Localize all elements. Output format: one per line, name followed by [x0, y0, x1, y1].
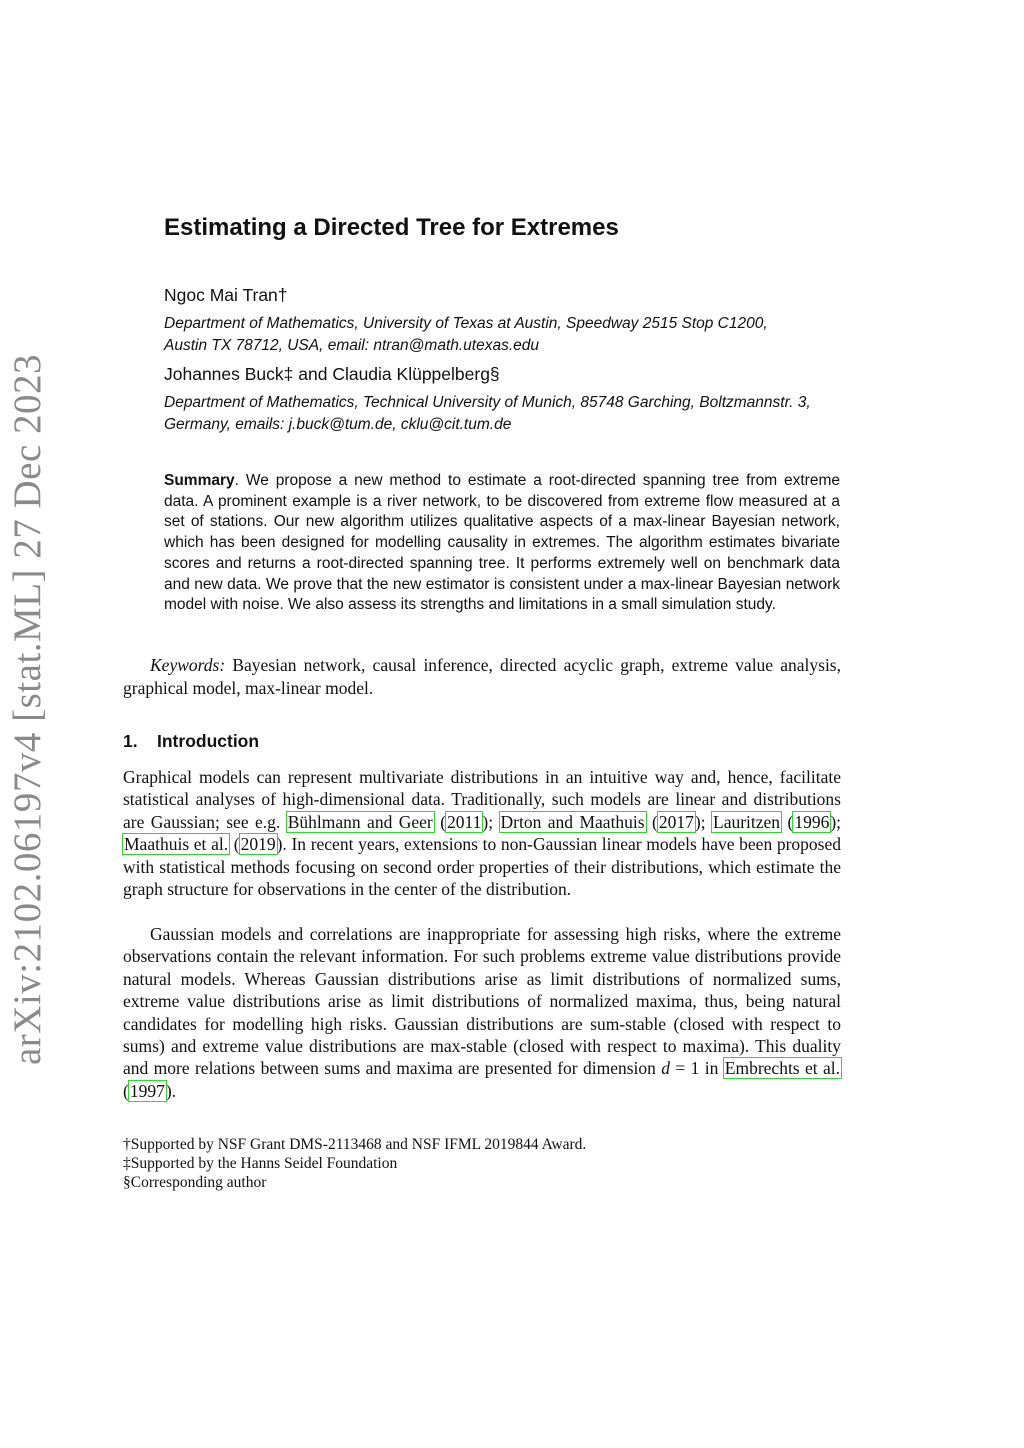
- intro-p1-text-b: . In recent years, extensions to non-Gaussian linear models have been proposed with statistical methods focusing on second order properties of their distributions, which estimate the graph structure for observations in the center of the distribution.: [123, 834, 842, 900]
- author-1-affiliation: [164, 313, 768, 357]
- summary-text: . We propose a new method to estimate a root-directed spanning tree from extreme data. A prominent example is a river network, to be discovered from extreme flow measured at a set of stations. Our new algorithm utilizes qualitative aspects of a max-linear Bayesian network, which has been designed for modelling causality in extremes. The algorithm estimates bivariate scores and returns a root-directed spanning tree. It performs extremely well on benchmark data and new data. We prove that the new estimator is consistent under a max-linear Bayesian network model with noise. We also assess its strengths and limitations in a small simulation study.: [164, 472, 840, 614]
- author-2-affiliation-line2: Germany, emails: j.buck@tum.de, cklu@cit.tum.de: [164, 416, 512, 433]
- citation-year-link-lauritzen[interactable]: 1996: [794, 811, 830, 832]
- citation-link-lauritzen[interactable]: Lauritzen: [713, 811, 781, 832]
- footnote-double-dagger: ‡Supported by the Hanns Seidel Foundation: [123, 1155, 398, 1172]
- intro-paragraph-2: Gaussian models and correlations are inappropriate for assessing high risks, where the extreme observations contain the relevant information. For such problems extreme value distributions provide natural models. Whereas Gaussian distributions arise as limit distributions of normalized sums, extreme value distributions arise as limit distributions of normalized maxima, thus, being natural candidates for modelling high risks. Gaussian distributions are sum-stable (closed with respect to sums) and extreme value distributions are max-stable (closed with respect to maxima). This duality and more relations between sums and maxima are presented for dimension d = 1 in Embrechts et al. (1997).: [123, 924, 841, 1101]
- author-2-affiliation-line1: Department of Mathematics, Technical University of Munich, 85748 Garching, Boltzmannstr. 3,: [164, 394, 811, 411]
- paper-title: Estimating a Directed Tree for Extremes: [164, 214, 619, 241]
- keywords: [123, 654, 841, 699]
- section-title: Introduction: [157, 731, 260, 751]
- citation-link-maathuis[interactable]: Maathuis et al.: [124, 834, 229, 855]
- intro-paragraph-1: Graphical models can represent multivariate distributions in an intuitive way and, hence, facilitate statistical analyses of high-dimensional data. Traditionally, such models are linear and distributions are Gaussian; see e.g. Bühlmann and Geer (2011); Drton and Maathuis (2017); Lauritzen (1996); Maathuis et al. (2019). In recent years, extensions to non-Gaussian linear models have been proposed with statistical methods focusing on second order properties of their distributions, which estimate the graph structure for observations in the center of the distribution.: [123, 767, 842, 900]
- citation-year-link-maathuis[interactable]: 2019: [240, 834, 276, 855]
- footnotes: [123, 1135, 841, 1192]
- author-2-names: Johannes Buck‡ and Claudia Klüppelberg§: [164, 364, 500, 384]
- footnote-section-sign: §Corresponding author: [123, 1174, 267, 1191]
- math-variable-d: d: [661, 1058, 671, 1079]
- citation-link-buhlmann[interactable]: Bühlmann and Geer: [287, 811, 433, 832]
- keywords-label: Keywords:: [150, 655, 226, 675]
- citation-link-embrechts[interactable]: Embrechts et al.: [724, 1058, 841, 1079]
- citation-year-link-buhlmann[interactable]: 2011: [447, 811, 482, 832]
- summary-label: Summary: [164, 472, 235, 489]
- author-1-names: Ngoc Mai Tran†: [164, 285, 288, 305]
- citation-year-link-embrechts[interactable]: 1997: [129, 1080, 165, 1101]
- intro-p2-text-a: Gaussian models and correlations are inappropriate for assessing high risks, where the extreme observations contain the relevant information. For such problems extreme value distributions provide natural models. Whereas Gaussian distributions arise as limit distributions of normalized sums, extreme value distributions arise as limit distributions of normalized maxima, thus, being natural candidates for modelling high risks. Gaussian distributions are sum-stable (closed with respect to sums) and extreme value distributions are max-stable (closed with respect to maxima). This duality and more relations between sums and maxima are presented for dimension: [123, 924, 841, 1079]
- section-number: 1.: [123, 731, 138, 751]
- author-1-affiliation-line1: Department of Mathematics, University of Texas at Austin, Speedway 2515 Stop C1200,: [164, 315, 768, 332]
- intro-p2-end: .: [171, 1080, 177, 1101]
- footnote-dagger: †Supported by NSF Grant DMS-2113468 and NSF IFML 2019844 Award.: [123, 1136, 587, 1153]
- arxiv-identifier-stamp: arXiv:2102.06197v4 [stat.ML] 27 Dec 2023: [6, 353, 49, 1065]
- section-heading-introduction: [123, 731, 259, 752]
- intro-p2-math-eq: = 1 in: [670, 1058, 724, 1079]
- keywords-text: Bayesian network, causal inference, directed acyclic graph, extreme value analysis, graphical model, max-linear model.: [123, 655, 841, 698]
- citation-link-drton[interactable]: Drton and Maathuis: [500, 811, 645, 832]
- author-2-affiliation: [164, 392, 811, 436]
- author-1-affiliation-line2: Austin TX 78712, USA, email: ntran@math.utexas.edu: [164, 337, 540, 354]
- abstract-summary: [164, 471, 840, 616]
- intro-p1-text-a: Graphical models can represent multivariate distributions in an intuitive way and, hence, facilitate statistical analyses of high-dimensional data. Traditionally, such models are linear and distributions are Gaussian; see e.g.: [123, 767, 841, 832]
- citation-year-link-drton[interactable]: 2017: [658, 811, 694, 832]
